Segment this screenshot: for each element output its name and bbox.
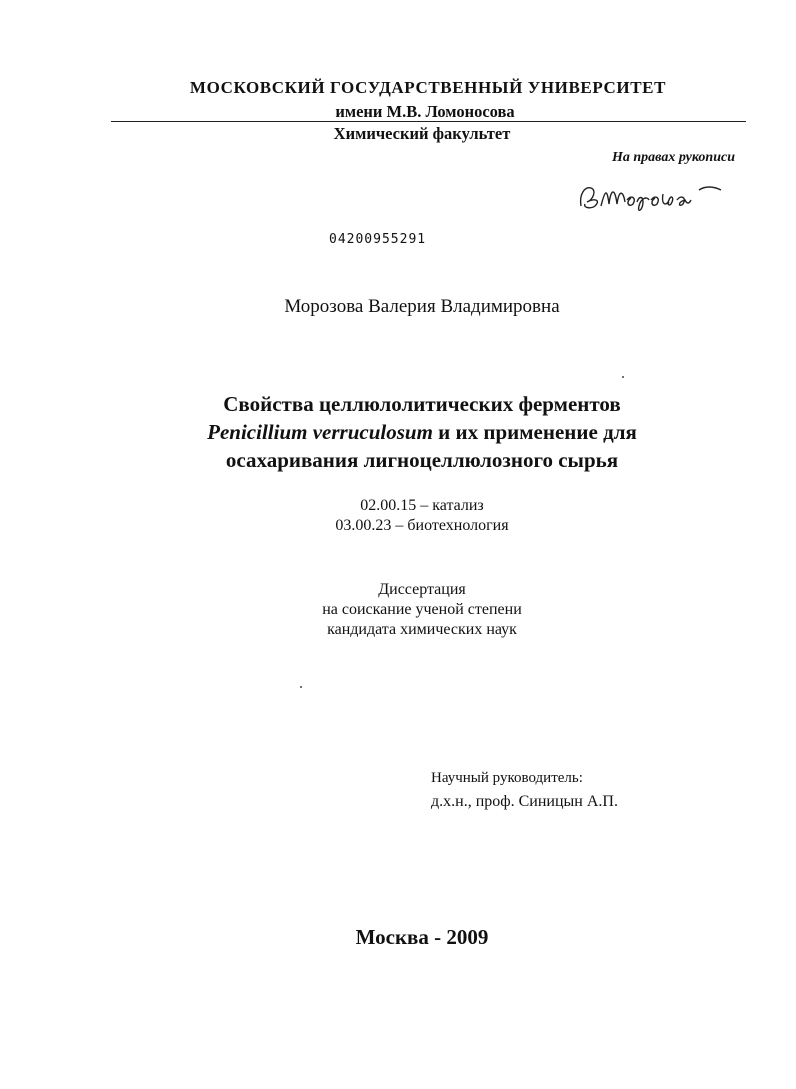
faculty-name: Химический факультет	[333, 124, 511, 143]
dissertation-label: Диссертация	[378, 581, 466, 598]
header-divider	[111, 121, 746, 122]
inventory-number: 04200955291	[329, 232, 427, 247]
university-named-after: имени М.В. Ломоносова	[335, 102, 515, 121]
specialty-code-biotechnology: 03.00.23 – биотехнология	[335, 517, 509, 534]
scan-speck	[300, 686, 302, 688]
degree-name: кандидата химических наук	[327, 621, 517, 638]
supervisor-block	[431, 766, 618, 814]
supervisor-label: Научный руководитель:	[431, 770, 583, 786]
dissertation-title	[0, 390, 796, 474]
handwritten-signature	[575, 176, 725, 216]
manuscript-rights-note: На правах рукописи	[612, 150, 735, 165]
degree-purpose: на соискание ученой степени	[322, 601, 522, 618]
specialty-codes	[0, 496, 796, 536]
scan-speck	[622, 376, 624, 378]
author-name: Морозова Валерия Владимировна	[284, 296, 560, 317]
title-line-2-rest: и их применение для	[432, 420, 637, 444]
city-year: Москва - 2009	[355, 925, 489, 949]
title-species-name: Penicillium verruculosum	[207, 420, 433, 444]
supervisor-name: д.х.н., проф. Синицын А.П.	[431, 793, 618, 810]
dissertation-degree	[0, 580, 796, 640]
specialty-code-catalysis: 02.00.15 – катализ	[360, 497, 484, 514]
university-name: МОСКОВСКИЙ ГОСУДАРСТВЕННЫЙ УНИВЕРСИТЕТ	[189, 78, 667, 97]
title-line-2	[0, 418, 796, 446]
title-line-1: Свойства целлюлолитических ферментов	[223, 392, 621, 416]
title-line-3: осахаривания лигноцеллюлозного сырья	[225, 448, 619, 472]
